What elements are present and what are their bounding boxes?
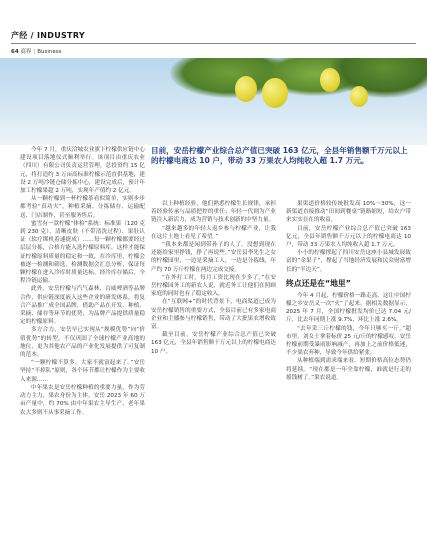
article-paragraph: 小小的柠檬撑起了四川安岳这座小县城发展致富的“金果子”，撑起了当地经济发展和民众财富增长的“半边天”。 [286,250,411,273]
article-paragraph: “越来越多的年轻人返乡参与柠檬产业，让我在这片土地上看见了希望。” [151,225,276,240]
header-rule [11,43,416,44]
page-header [0,0,427,58]
article-paragraph: 多方合力，安岳早已实现从“规模优势”向“价值优势”的转型，不仅巩固了全球柠檬产业高地的地位，更为其他农产品的产业化发展提供了可复制的范本。 [20,327,145,359]
article-paragraph: 果渠道价格较传统批发高 10%～30%，这一新渠道直接推动“田间到餐桌”链路缩短，给农户带来实实在在的收益。 [286,201,411,224]
lemon-icon [350,86,368,107]
section-subheading: 终点还是在“地里” [286,278,351,288]
article-paragraph: 此外，安岳柠檬与汽气森林、百威啤酒等品牌合作，供应链深度嵌入这些企业的研发体系，将复合产品推广成全国品牌，借助产品在开发、种植、采摘、储存等环节的优势，为品牌产品提供质量稳定的柠檬原料。 [20,286,145,326]
article-paragraph: “一颗柠檬不算多，大家不就富起来了。”安岳坚持“不掉队”原则，各个环节都让柠檬作为主要收入来源…… [20,360,145,383]
page-number: 64 [11,49,19,55]
article-paragraph: “去年采三斤柠檬的钱，今年只够买一斤。”超市里，刘女士拿着标价 25 元/斤的柠檬感叹，安岳柠檬前期受暴雨影响减产，再加上之前价格低迷，不少果农弃种，导致今年供给紧张。 [286,325,411,357]
article-paragraph: 以上种植经验，他们熟悉柠檬生长规律，承担着经验传承与品质把控的重任；年轻一代则为产业链注入新活力，成为营销与技术创新的中坚力量。 [151,201,276,224]
article-column-3 [286,200,411,382]
section-en: Business [37,49,62,55]
article-paragraph: “我本来都是闲到带孙子的人了，没想到现在还能给家里挣钱，挣了再说些。”安岳县李先生之女的柠檬园里，一边是采摘工人，一边是分拣线，年产约 70 万斤柠檬在两边完成交接。 [151,242,276,273]
article-paragraph: 中年果农是安岳柠檬种植的重要力量，作为劳动力主力，果农身份为主体。安岳 2023 年 60 万亩产量中，约 70% 由中年果农主导生产，老年果农大多则不从事采摘工作。 [20,384,145,416]
lemon-icon [262,78,288,108]
article-paragraph: 从一颗柠檬到一杯柠檬茶看似简单，实则步步都考验“真功夫”，种植采摘、分拣储存、运输配送、门店制作，甚至服务售后。 [20,196,145,219]
pull-quote: 目前，安岳柠檬产业综合总产值已突破 163 亿元，全县年销售额千万元以上的柠檬电商达 10 户，带动 33 万果农人均纯收入超 1.7 万元。 [151,146,408,165]
article-paragraph: 从种植端到需求端来看，短期价格高位态势仍将延续。“现在都是一年全靠柠檬，谁就是行走的摇钱树了。”果农说道。 [286,358,411,381]
lemon-icon [320,68,340,92]
article-paragraph: 在“互联网+”的时代背景下，电商渠道已成为安岳柠檬销售的重要方式，全县目前已有多家电商企业和主播参与柠檬销售，带动了大批果农增收致富。 [151,299,276,331]
section-tag: 产经 / INDUSTRY [11,31,85,40]
article-paragraph: 目前，安岳柠檬产业综合总产值已突破 163 亿元，全县年销售额千万元以上的柠檬电商达 10 户，带动 33 万果农人均纯收入超 1.7 万元。 [286,225,411,249]
lemon-icon [235,76,257,102]
article-column-2 [151,200,276,356]
article-column-1 [20,146,145,417]
article-paragraph: 今年 4 月起，柠檬价格一路走高，这让中国柠檬之乡安岳又一次“火”了起来。据相关数据显示，2025 年 7 月，全国柠檬批发均价已达 7.04 元/斤，比去年同期上涨 9.7%，环比上涨 2.6%。 [286,292,411,324]
page-number-line: 64 商界 | Business [11,49,62,55]
lemon-tree-photo [0,58,427,145]
magazine-name: 商界 [20,49,32,55]
article-paragraph: “在外打工时，每月工资比现在少多了。”在安岳柠檬园务工的新农人说，就近务工让他们在照顾家庭的同时也有了稳定收入。 [151,274,276,298]
article-paragraph: 今年 7 月，重庆洽城农业旗下柠檬供应链中心建设项目落地仪式顺利举行。该项目由重庆农业（四川）有限公司负责运营管理，总投资约 15 亿元，将打造约 3 万亩高标准柠檬示范直供基地，建设 2 万吨冷链仓储分拣中心，建设完成后，预计年加工柠檬果超 2 万吨，实现年产值约 2 亿元。 [20,147,145,195]
article-paragraph: 蜜雪有一款柠檬“体检”系统：标准果（120 克到 230 克），清晰皮肤（不带清洗过程），果肚认证（软疗绑机着速捷成）……每一颗柠檬都要经过层层分拣，合格方能入选柠檬原料库，这样才能保证柠檬原料质量的稳定和一致。在冷库里，柠檬会被逐一检测和筛选，检测数据会汇总分析，保证每颗柠檬在进入冷库时质量达标。经冷库存储后，全程冷链运输。 [20,220,145,285]
article-paragraph: 截至目前，安岳柠檬产业综合总产值已突破 163 亿元，全县年销售额千万元以上的柠檬电商达 10 户。 [151,332,276,355]
